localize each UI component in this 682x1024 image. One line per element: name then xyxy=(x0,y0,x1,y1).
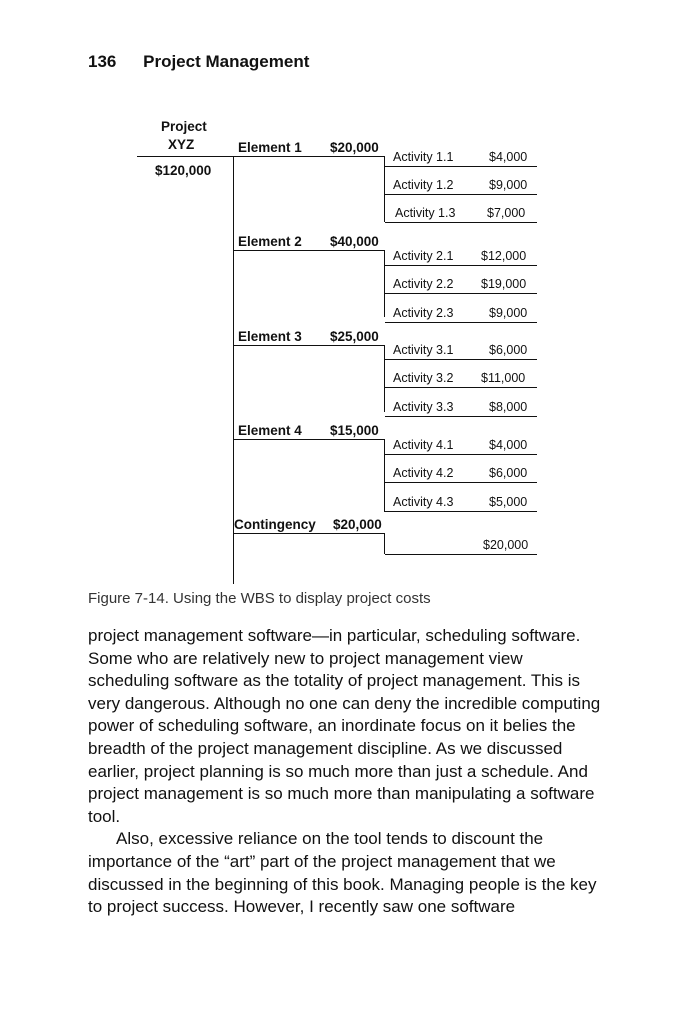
activity-1-3-label: Activity 1.3 xyxy=(395,206,456,220)
activity-3-3-cost: $8,000 xyxy=(489,400,528,414)
page-number: 136 xyxy=(88,52,117,71)
element-1-cost: $20,000 xyxy=(330,140,379,155)
figure-caption: Figure 7-14. Using the WBS to display project costs xyxy=(88,590,431,607)
project-divider xyxy=(137,156,234,157)
activity-3-2-line xyxy=(385,387,537,388)
activity-4-1-label: Activity 4.1 xyxy=(393,438,454,452)
activity-2-1-label: Activity 2.1 xyxy=(393,249,454,263)
paragraph-1: project management software—in particular, scheduling software. Some who are relatively new to project management view scheduling software as the totality of project management. This is very dangerous. Although no one can deny the incredible computing power of scheduling software, an inordinate focus on it belies the breadth of the project management discipline. As we discussed earlier, project planning is so much more than just a schedule. And project management is so much more than manipulating a software tool. xyxy=(88,626,601,826)
contingency-branch xyxy=(384,533,385,554)
activity-3-2-label: Activity 3.2 xyxy=(393,371,454,385)
project-cost: $120,000 xyxy=(155,163,212,178)
project-label-line1: Project xyxy=(161,119,207,134)
element-2-label: Element 2 xyxy=(238,234,302,249)
activity-2-3-cost: $9,000 xyxy=(489,306,528,320)
activity-4-2-label: Activity 4.2 xyxy=(393,466,454,480)
activity-4-3-line xyxy=(385,511,537,512)
activity-2-3-label: Activity 2.3 xyxy=(393,306,454,320)
activity-1-2-cost: $9,000 xyxy=(489,178,528,192)
element-3-cost: $25,000 xyxy=(330,329,379,344)
element-3-line xyxy=(234,345,384,346)
paragraph-2: Also, excessive reliance on the tool tends to discount the importance of the “art” part of the project management that we discussed in the beginning of this book. Managing people is the key to project success. However, I recently saw one software xyxy=(88,829,597,917)
activity-4-2-line xyxy=(385,482,537,483)
activity-3-1-line xyxy=(385,359,537,360)
element-4-branch xyxy=(384,439,385,512)
body-text xyxy=(88,625,603,919)
running-title: Project Management xyxy=(143,52,310,71)
element-2-cost: $40,000 xyxy=(330,234,379,249)
activity-1-3-line xyxy=(385,222,537,223)
element-2-branch xyxy=(384,250,385,317)
activity-1-1-line xyxy=(385,166,537,167)
contingency-label: Contingency xyxy=(234,517,316,532)
element-4-label: Element 4 xyxy=(238,423,302,438)
activity-2-3-line xyxy=(385,322,537,323)
element-4-cost: $15,000 xyxy=(330,423,379,438)
activity-4-1-cost: $4,000 xyxy=(489,438,528,452)
activity-1-1-cost: $4,000 xyxy=(489,150,528,164)
contingency-cost: $20,000 xyxy=(333,517,382,532)
activity-1-2-label: Activity 1.2 xyxy=(393,178,454,192)
activity-1-2-line xyxy=(385,194,537,195)
project-label-line2: XYZ xyxy=(168,137,195,152)
activity-1-3-cost: $7,000 xyxy=(487,206,526,220)
activity-4-1-line xyxy=(385,454,537,455)
activity-1-1-label: Activity 1.1 xyxy=(393,150,454,164)
activity-4-3-cost: $5,000 xyxy=(489,495,528,509)
contingency-sub-cost: $20,000 xyxy=(483,538,529,552)
element-1-line xyxy=(234,156,384,157)
activity-2-2-line xyxy=(385,293,537,294)
activity-3-1-cost: $6,000 xyxy=(489,343,528,357)
element-1-label: Element 1 xyxy=(238,140,302,155)
activity-3-3-line xyxy=(385,416,537,417)
activity-4-2-cost: $6,000 xyxy=(489,466,528,480)
element-4-line xyxy=(234,439,384,440)
contingency-line xyxy=(234,533,384,534)
activity-2-2-label: Activity 2.2 xyxy=(393,277,454,291)
element-3-label: Element 3 xyxy=(238,329,302,344)
activity-3-1-label: Activity 3.1 xyxy=(393,343,454,357)
activity-2-1-line xyxy=(385,265,537,266)
contingency-sub-line xyxy=(385,554,537,555)
activity-2-2-cost: $19,000 xyxy=(481,277,527,291)
activity-3-2-cost: $11,000 xyxy=(481,371,526,385)
activity-4-3-label: Activity 4.3 xyxy=(393,495,454,509)
element-3-branch xyxy=(384,345,385,412)
activity-2-1-cost: $12,000 xyxy=(481,249,527,263)
activity-3-3-label: Activity 3.3 xyxy=(393,400,454,414)
element-2-line xyxy=(234,250,384,251)
